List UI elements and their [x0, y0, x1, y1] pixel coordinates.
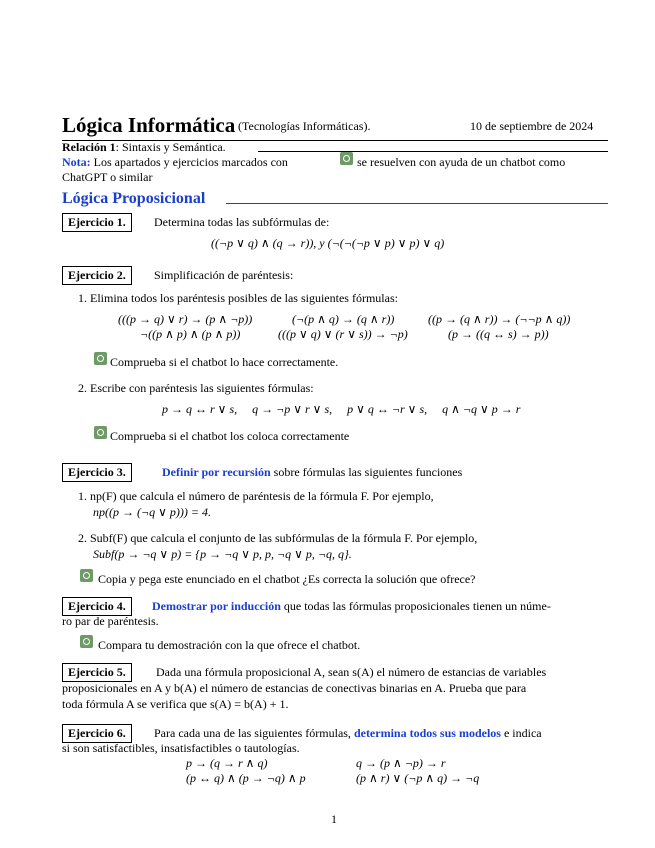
ej3-text: sobre fórmulas las siguientes funciones — [273, 465, 463, 479]
ej4-line-1 — [152, 599, 551, 614]
ej4-check: Compara tu demostración con la que ofrece el chatbot. — [98, 638, 361, 652]
section-title: Lógica Proposicional — [62, 190, 206, 207]
ej6-text-3: si son satisfactibles, insatisfactibles o tautologías. — [62, 741, 300, 755]
chatbot-icon — [94, 426, 107, 439]
ej6-formula-1: p → (q → r ∧ q) — [186, 756, 268, 770]
ej2-formula-4: ¬((p ∧ p) ∧ (p ∧ p)) — [140, 327, 241, 341]
ej2-formula-6: (p → ((q ↔ s) → p)) — [448, 327, 549, 341]
page-number: 1 — [331, 812, 337, 826]
ej5-text-1: Dada una fórmula proposicional A, sean s(A) el número de estancias de variables — [156, 665, 547, 679]
ej6-formula-4: (p ∧ r) ∨ (¬p ∧ q) → ¬q — [356, 771, 480, 785]
ej3-check: Copia y pega este enunciado en el chatbot ¿Es correcta la solución que ofrece? — [98, 572, 476, 586]
document-date: 10 de septiembre de 2024 — [470, 119, 594, 133]
ej6-text-2: e indica — [503, 726, 542, 740]
ej2-formula-2: (¬(p ∧ q) → (q ∧ r)) — [292, 312, 395, 326]
relacion-line — [62, 140, 226, 155]
ej6-bluetext: determina todos sus modelos — [353, 726, 501, 740]
ej1-label: Ejercicio 1. — [62, 213, 132, 232]
ej3-label: Ejercicio 3. — [62, 463, 132, 482]
ej6-formula-3: (p ↔ q) ∧ (p → ¬q) ∧ p — [186, 771, 306, 785]
ej1-formula: ((¬p ∨ q) ∧ (q → r)), y (¬(¬(¬p ∨ p) ∨ p) ∨ q) — [211, 236, 445, 250]
ej4-label: Ejercicio 4. — [62, 597, 132, 616]
ej4-bluetext: Demostrar por inducción — [152, 599, 281, 613]
nota-line-1 — [62, 155, 288, 170]
ej3-item-1a: 1. np(F) que calcula el número de paréntesis de la fórmula F. Por ejemplo, — [78, 489, 434, 503]
ej2-label: Ejercicio 2. — [62, 266, 132, 285]
chatbot-icon — [80, 635, 93, 648]
ej3-item-1b: np((p → (¬q ∨ p))) = 4. — [93, 505, 211, 519]
ej6-text-1: Para cada una de las siguientes fórmulas, — [154, 726, 351, 740]
ej2-formula-5: (((p ∨ q) ∨ (r ∨ s)) → ¬p) — [278, 327, 408, 341]
ej5-text-2: proposicionales en A y b(A) el número de estancias de conectivas binarias en A. Prueba que para — [62, 681, 527, 695]
nota-text-3: ChatGPT o similar — [62, 170, 153, 184]
ej4-text-1: que todas las fórmulas proposicionales tienen un núme- — [283, 599, 551, 613]
ej3-bluetext: Definir por recursión — [162, 465, 271, 479]
chatbot-icon — [340, 152, 353, 165]
ej2-formula-1: (((p → q) ∨ r) → (p ∧ ¬p)) — [118, 312, 253, 326]
ej2-item-1: 1. Elimina todos los paréntesis posibles de las siguientes fórmulas: — [78, 291, 398, 305]
ej1-text: Determina todas las subfórmulas de: — [154, 215, 330, 229]
section-rule — [226, 203, 608, 204]
ej2-text: Simplificación de paréntesis: — [154, 268, 294, 282]
ej2-formula-3: ((p → (q ∧ r)) → (¬¬p ∧ q)) — [428, 312, 571, 326]
relacion-label: Relación 1 — [62, 140, 116, 154]
nota-text-1: Los apartados y ejercicios marcados con — [93, 155, 288, 169]
chatbot-icon — [80, 569, 93, 582]
ej2-check-2: Comprueba si el chatbot los coloca correctamente — [110, 429, 350, 443]
ej3-item-2b: Subf(p → ¬q ∨ p) = {p → ¬q ∨ p, p, ¬q ∨ p, ¬q, q}. — [93, 547, 352, 561]
ej3-item-2a: 2. Subf(F) que calcula el conjunto de las subfórmulas de la fórmula F. Por ejemplo, — [78, 531, 478, 545]
ej5-text-3: toda fórmula A se verifica que s(A) = b(A) + 1. — [62, 697, 289, 711]
relacion-text: : Sintaxis y Semántica. — [115, 140, 226, 154]
nota-text-2: se resuelven con ayuda de un chatbot como — [357, 155, 566, 169]
document-subtitle: (Tecnologías Informáticas). — [238, 119, 371, 133]
ej6-line-1 — [154, 726, 542, 741]
document-title: Lógica Informática — [62, 113, 236, 137]
ej6-formula-2: q → (p ∧ ¬p) → r — [356, 756, 446, 770]
ej2-formulas-g: p → q ↔ r ∨ s, q → ¬p ∨ r ∨ s, p ∨ q ↔ ¬r ∨ s, q ∧ ¬q ∨ p → r — [162, 402, 521, 416]
ej4-text-2: ro par de paréntesis. — [62, 614, 159, 628]
ej5-label: Ejercicio 5. — [62, 663, 132, 682]
chatbot-icon — [94, 352, 107, 365]
ej2-check-1: Comprueba si el chatbot lo hace correctamente. — [110, 355, 339, 369]
ej3-line — [162, 465, 462, 480]
relacion-rule — [258, 151, 608, 152]
ej2-item-2: 2. Escribe con paréntesis las siguientes fórmulas: — [78, 381, 314, 395]
ej6-label: Ejercicio 6. — [62, 724, 132, 743]
nota-label: Nota: — [62, 155, 91, 169]
